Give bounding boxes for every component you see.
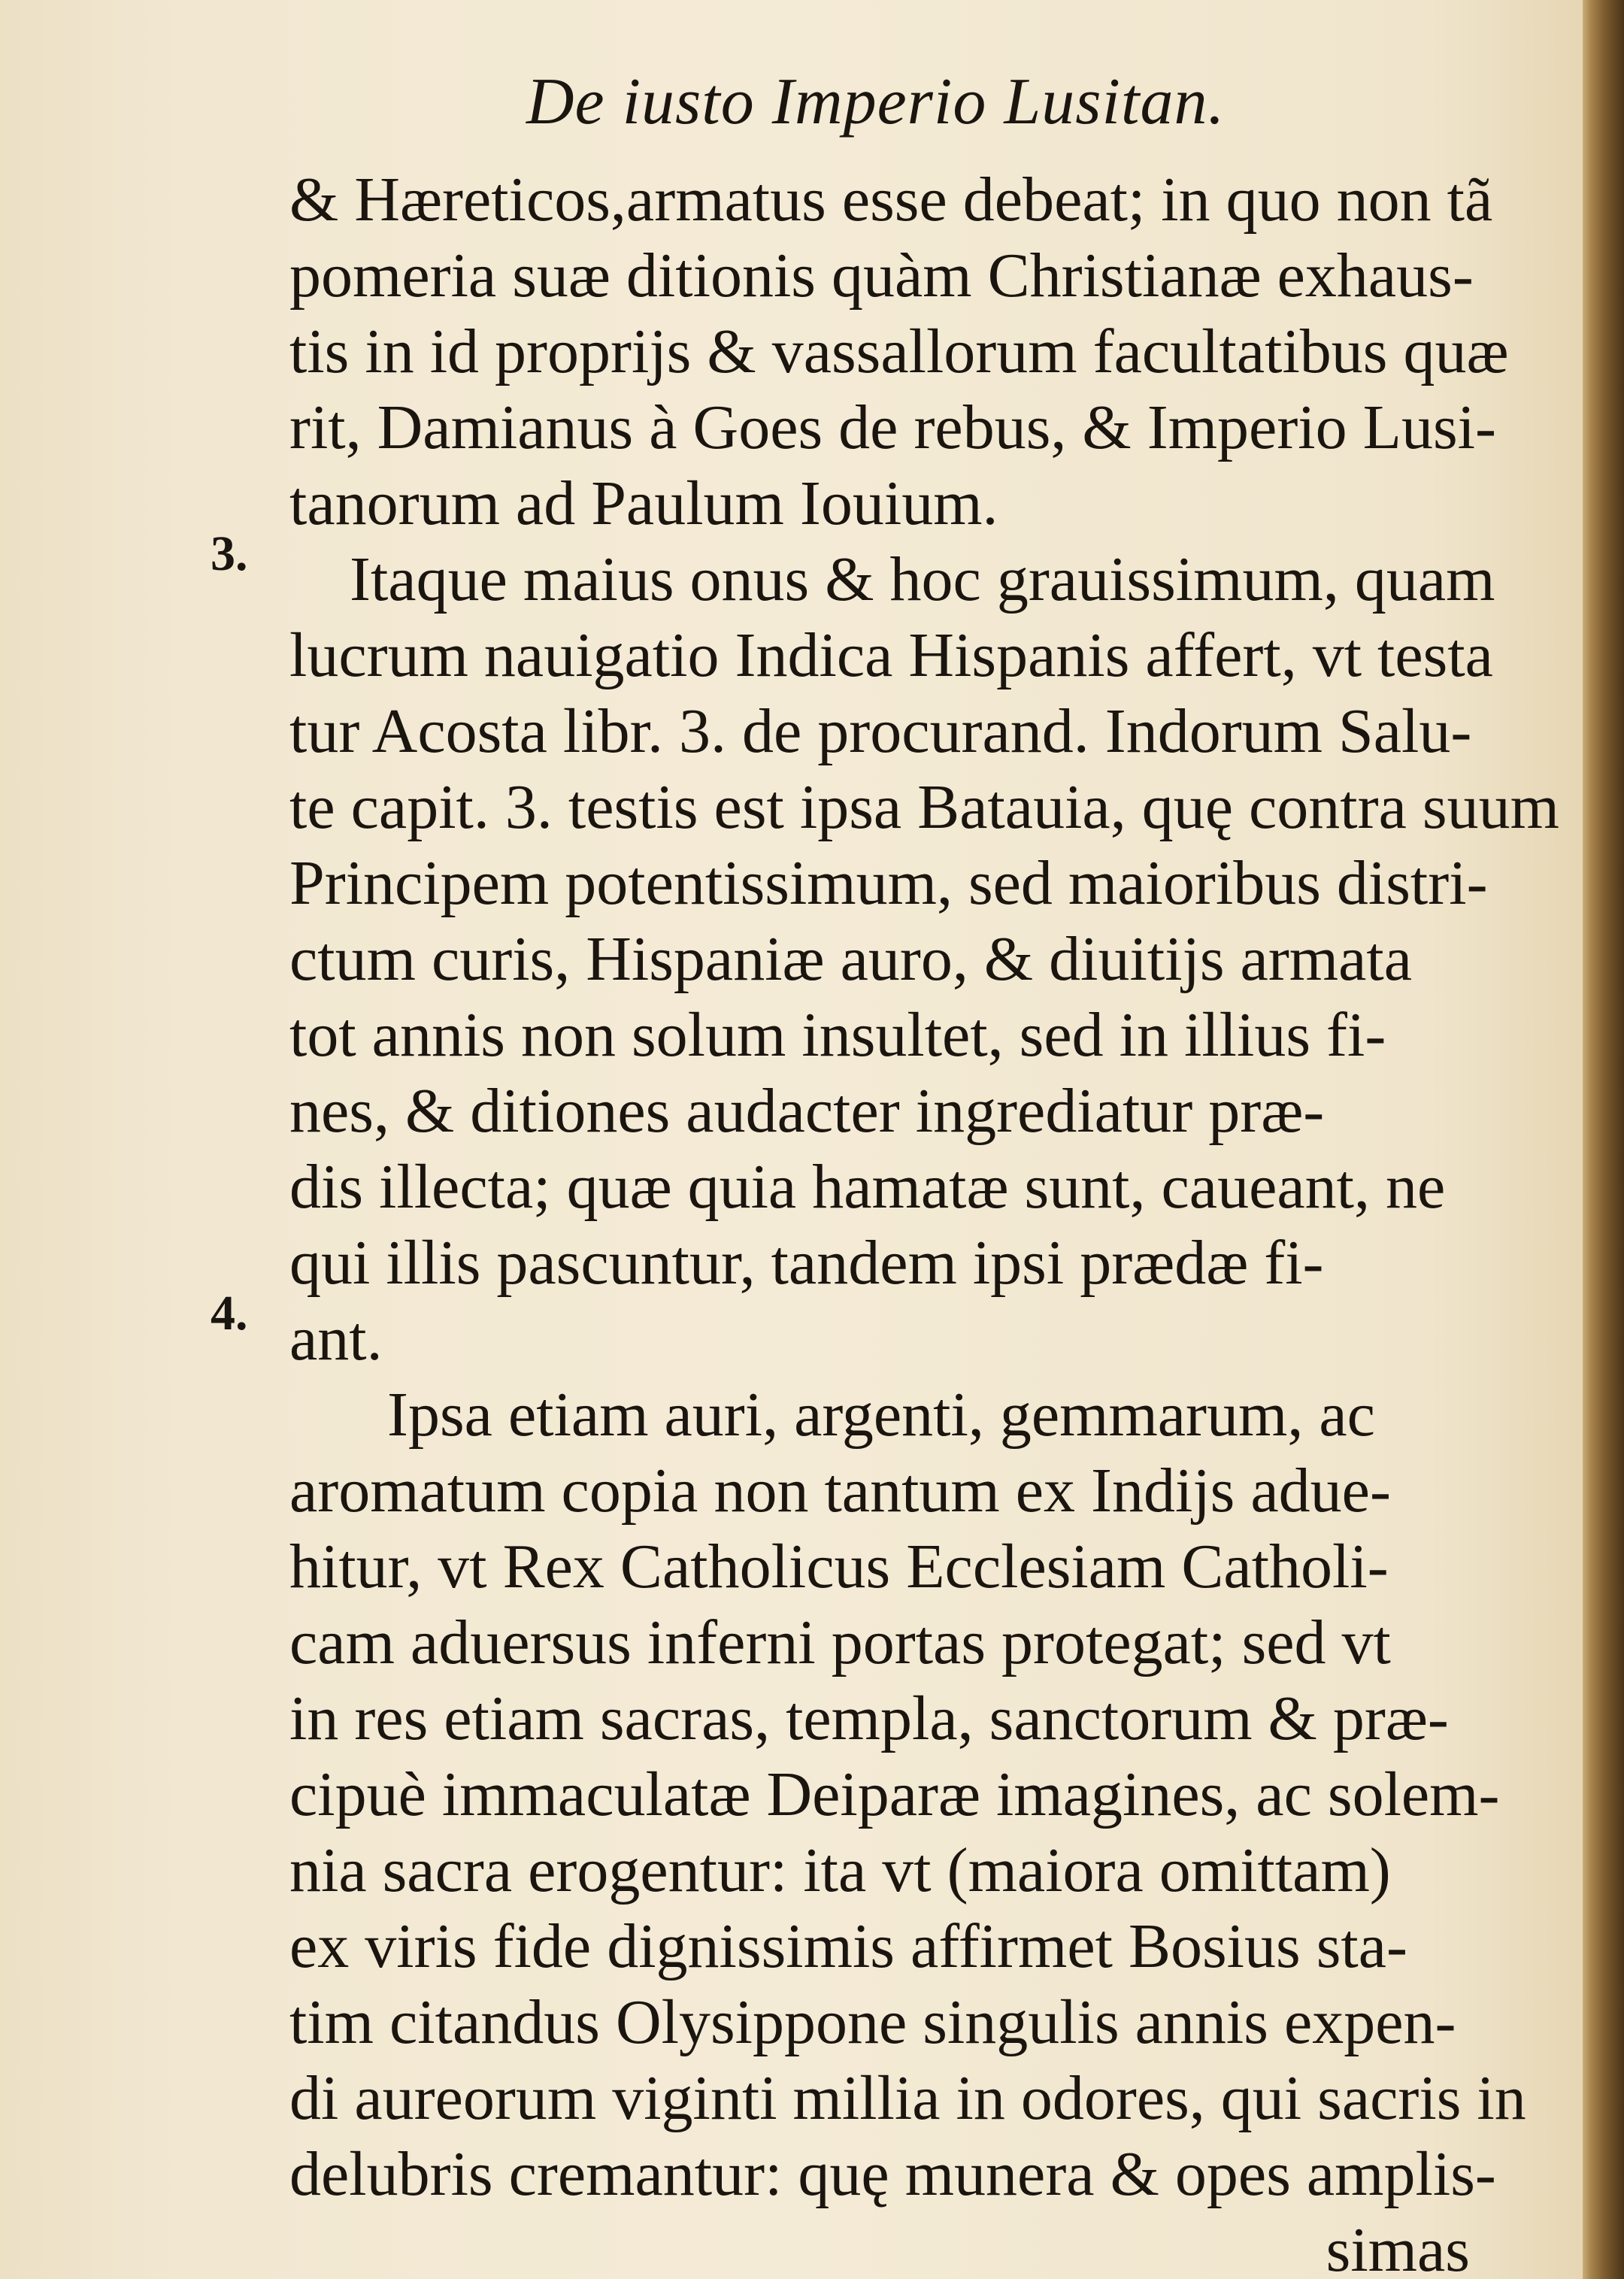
text-line: qui illis pascuntur, tandem ipsi prædæ fi- [289,1228,1324,1298]
page-edge [1583,0,1624,2279]
text-line: Ipsa etiam auri, argenti, gemmarum, ac [387,1380,1375,1450]
text-line: cam aduersus inferni portas protegat; sed vt [289,1608,1391,1677]
text-line: nia sacra erogentur: ita vt (maiora omittam) [289,1835,1391,1905]
text-line: tis in id proprijs & vassallorum facultatibus quæ [289,317,1509,386]
text-line: pomeria suæ ditionis quàm Christianæ exhaus- [289,241,1474,311]
text-line: ex viris fide dignissimis affirmet Bosius sta- [289,1911,1407,1981]
paragraph-number-4: 4. [211,1286,248,1341]
text-line: aromatum copia non tantum ex Indijs adue- [289,1456,1391,1526]
text-line: nes, & ditiones audacter ingrediatur præ- [289,1076,1325,1146]
text-line: ctum curis, Hispaniæ auro, & diuitijs armata [289,924,1413,994]
text-line: te capit. 3. testis est ipsa Batauia, quę contra suum [289,772,1559,842]
text-line: tim citandus Olysippone singulis annis expen- [289,1987,1456,2057]
text-line: tanorum ad Paulum Iouium. [289,468,998,538]
text-line: lucrum nauigatio Indica Hispanis affert, vt testa [289,620,1493,690]
paragraph-number-3: 3. [211,526,248,581]
text-line: Itaque maius onus & hoc grauissimum, quam [350,544,1495,614]
text-line: & Hæreticos,armatus esse debeat; in quo non tã [289,165,1493,235]
body-text [289,162,1559,2279]
catchword: simas [1326,2215,1470,2279]
text-line: cipuè immaculatæ Deiparæ imagines, ac solem- [289,1759,1500,1829]
text-line: tur Acosta libr. 3. de procurand. Indorum Salu- [289,696,1472,766]
text-line: delubris cremantur: quę munera & opes amplis- [289,2139,1496,2209]
text-line: tot annis non solum insultet, sed in illius fi- [289,1000,1386,1070]
text-line: di aureorum viginti millia in odores, qui sacris in [289,2063,1526,2133]
text-line: in res etiam sacras, templa, sanctorum & præ- [289,1683,1449,1753]
text-line: ant. [289,1304,383,1374]
text-line: Principem potentissimum, sed maioribus distri- [289,848,1488,918]
text-line: hitur, vt Rex Catholicus Ecclesiam Catholi- [289,1532,1389,1602]
running-header: De iusto Imperio Lusitan. [526,65,1226,138]
text-line: rit, Damianus à Goes de rebus, & Imperio Lusi- [289,392,1496,462]
text-line: dis illecta; quæ quia hamatæ sunt, caueant, ne [289,1152,1446,1222]
